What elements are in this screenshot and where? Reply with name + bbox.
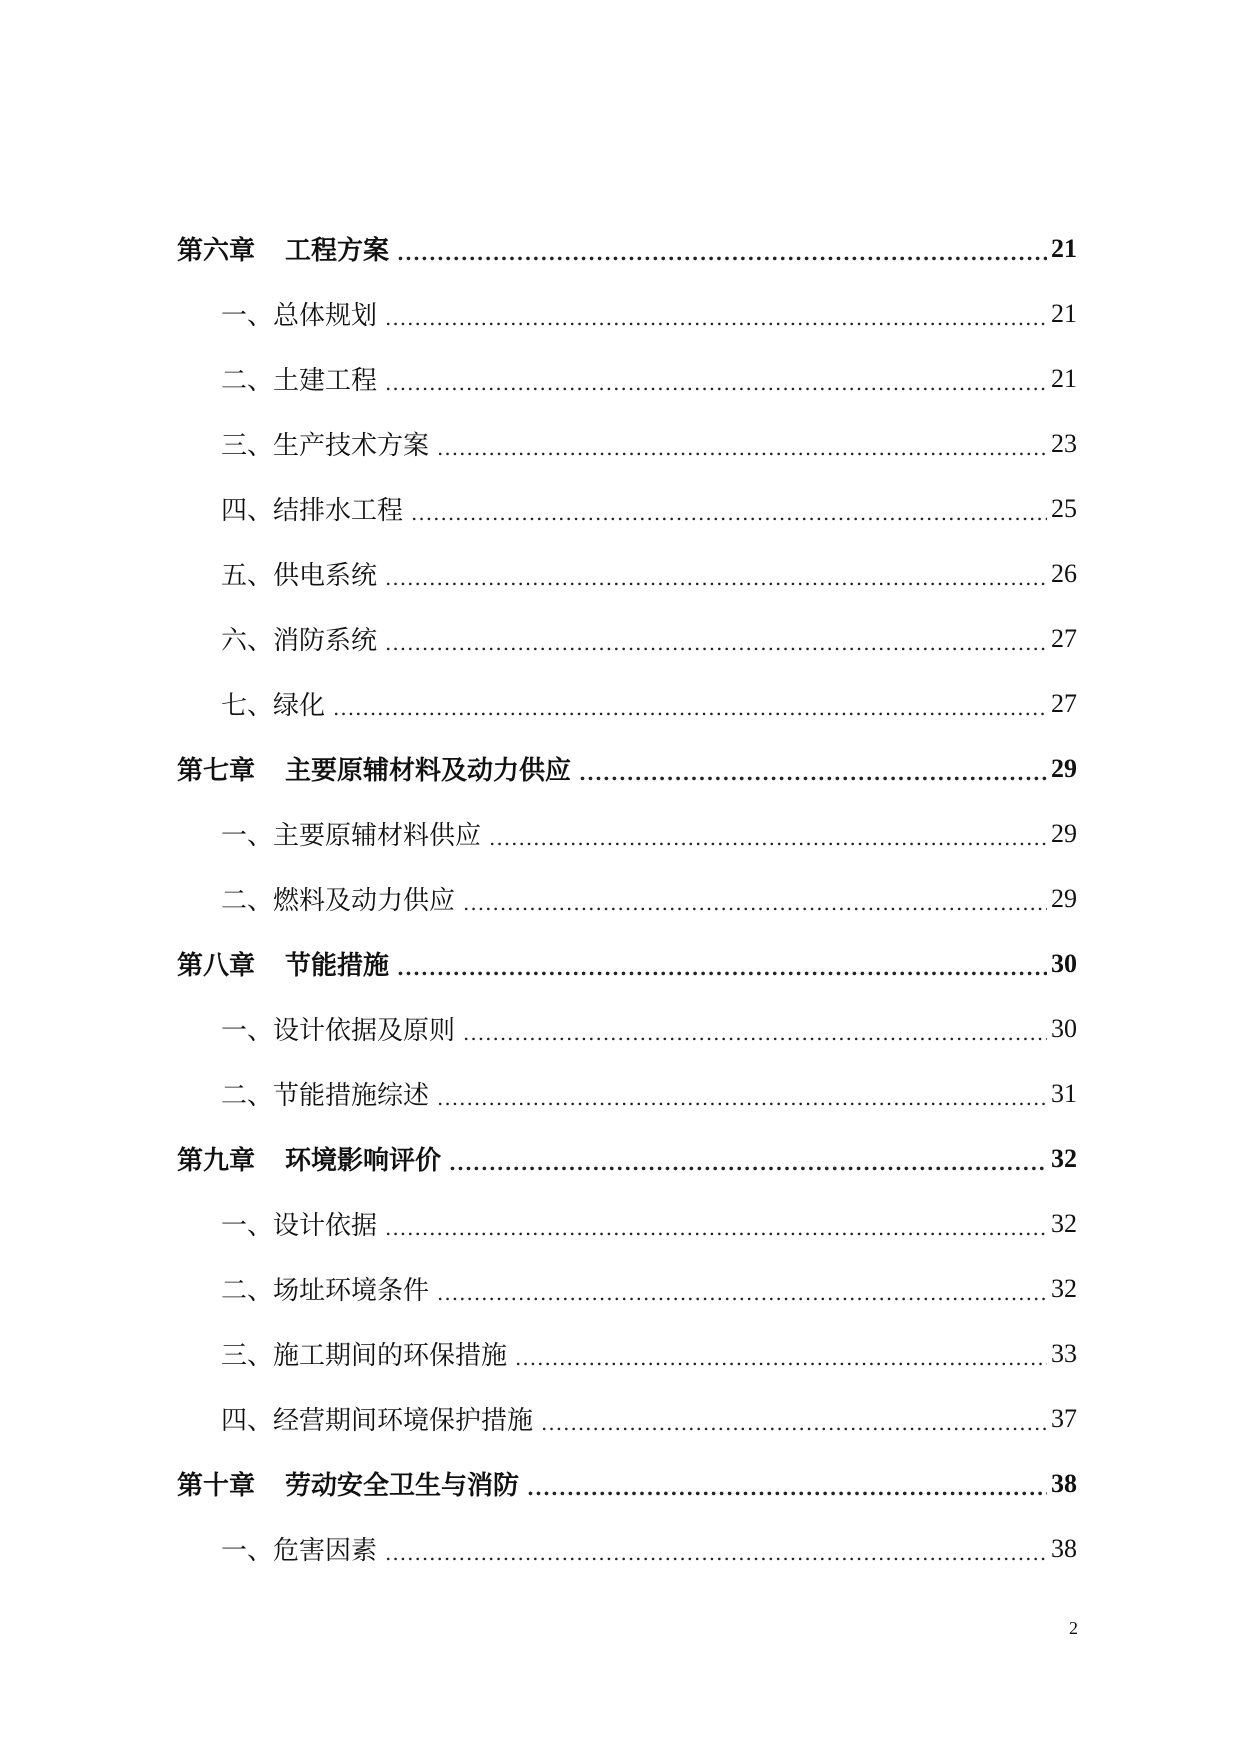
toc-chapter-entry[interactable] xyxy=(177,931,1077,996)
toc-entry-label xyxy=(221,1400,533,1437)
toc-entry-page: 38 xyxy=(1051,1468,1077,1498)
toc-entry-title: 绿化 xyxy=(273,691,326,721)
toc-entry-title: 供电系统 xyxy=(273,561,378,591)
toc-entry-page: 31 xyxy=(1051,1078,1077,1108)
toc-entry-number: 第八章 xyxy=(177,951,256,981)
toc-entry-label xyxy=(221,360,377,397)
dot-leader xyxy=(541,1411,1047,1435)
toc-section-entry[interactable] xyxy=(177,346,1077,411)
toc-section-entry[interactable] xyxy=(177,606,1077,671)
toc-entry-label xyxy=(221,620,377,657)
toc-section-entry[interactable] xyxy=(177,801,1077,866)
toc-entry-label xyxy=(221,815,481,852)
dot-leader xyxy=(437,1086,1047,1110)
toc-entry-title: 燃料及动力供应 xyxy=(273,886,456,916)
toc-entry-number: 第九章 xyxy=(177,1146,256,1176)
toc-entry-page: 27 xyxy=(1051,623,1077,653)
toc-entry-number: 四、 xyxy=(221,496,274,526)
toc-entry-number: 第十章 xyxy=(177,1471,256,1501)
toc-chapter-entry[interactable] xyxy=(177,1451,1077,1516)
toc-entry-page: 38 xyxy=(1051,1533,1077,1563)
toc-entry-page: 29 xyxy=(1051,883,1077,913)
toc-entry-label xyxy=(177,1140,441,1177)
toc-entry-page: 32 xyxy=(1051,1208,1077,1238)
dot-leader xyxy=(411,501,1047,525)
toc-section-entry[interactable] xyxy=(177,476,1077,541)
toc-entry-number: 一、 xyxy=(221,821,274,851)
toc-chapter-entry[interactable] xyxy=(177,736,1077,801)
toc-section-entry[interactable] xyxy=(177,671,1077,736)
toc-section-entry[interactable] xyxy=(177,996,1077,1061)
toc-entry-number: 一、 xyxy=(221,1536,274,1566)
toc-section-entry[interactable] xyxy=(177,411,1077,476)
toc-entry-title: 节能措施 xyxy=(285,951,390,981)
dot-leader xyxy=(437,1281,1047,1305)
toc-entry-number: 六、 xyxy=(221,626,274,656)
toc-entry-number: 四、 xyxy=(221,1406,274,1436)
toc-entry-page: 29 xyxy=(1051,753,1077,783)
toc-section-entry[interactable] xyxy=(177,541,1077,606)
toc-entry-number: 第七章 xyxy=(177,756,256,786)
toc-entry-label xyxy=(221,295,377,332)
toc-entry-title: 场址环境条件 xyxy=(273,1276,430,1306)
toc-entry-page: 33 xyxy=(1051,1338,1077,1368)
toc-entry-label xyxy=(221,1335,507,1372)
dot-leader xyxy=(579,761,1047,785)
toc-entry-page: 30 xyxy=(1051,948,1077,978)
toc-entry-number: 一、 xyxy=(221,301,274,331)
toc-entry-label xyxy=(221,685,325,722)
toc-entry-page: 23 xyxy=(1051,428,1077,458)
toc-entry-title: 施工期间的环保措施 xyxy=(273,1341,508,1371)
toc-entry-title: 危害因素 xyxy=(273,1536,378,1566)
toc-section-entry[interactable] xyxy=(177,1386,1077,1451)
dot-leader xyxy=(463,891,1047,915)
toc-chapter-entry[interactable] xyxy=(177,1126,1077,1191)
toc-section-entry[interactable] xyxy=(177,1256,1077,1321)
dot-leader xyxy=(385,566,1047,590)
dot-leader xyxy=(449,1151,1047,1175)
toc-entry-number: 一、 xyxy=(221,1016,274,1046)
toc-entry-label xyxy=(177,230,389,267)
toc-entry-page: 30 xyxy=(1051,1013,1077,1043)
toc-entry-title: 主要原辅材料及动力供应 xyxy=(285,756,572,786)
toc-entry-page: 21 xyxy=(1051,298,1077,328)
dot-leader xyxy=(397,956,1047,980)
toc-entry-title: 设计依据及原则 xyxy=(273,1016,456,1046)
toc-entry-title: 生产技术方案 xyxy=(273,431,430,461)
toc-entry-label xyxy=(221,1270,429,1307)
toc-entry-title: 设计依据 xyxy=(273,1211,378,1241)
toc-entry-title: 劳动安全卫生与消防 xyxy=(285,1471,520,1501)
toc-entry-title: 土建工程 xyxy=(273,366,378,396)
toc-entry-label xyxy=(177,750,571,787)
toc-entry-number: 七、 xyxy=(221,691,274,721)
toc-entry-label xyxy=(221,1530,377,1567)
toc-entry-label xyxy=(221,490,403,527)
dot-leader xyxy=(385,1216,1047,1240)
toc-entry-number: 第六章 xyxy=(177,236,256,266)
dot-leader xyxy=(489,826,1047,850)
dot-leader xyxy=(437,436,1047,460)
toc-entry-number: 三、 xyxy=(221,431,274,461)
toc-entry-title: 节能措施综述 xyxy=(273,1081,430,1111)
toc-entry-number: 三、 xyxy=(221,1341,274,1371)
toc-section-entry[interactable] xyxy=(177,1516,1077,1581)
dot-leader xyxy=(385,306,1047,330)
dot-leader xyxy=(385,631,1047,655)
toc-entry-title: 消防系统 xyxy=(273,626,378,656)
toc-entry-title: 环境影响评价 xyxy=(285,1146,442,1176)
toc-entry-page: 29 xyxy=(1051,818,1077,848)
toc-entry-label xyxy=(221,425,429,462)
dot-leader xyxy=(385,371,1047,395)
dot-leader xyxy=(397,241,1047,265)
toc-chapter-entry[interactable] xyxy=(177,216,1077,281)
dot-leader xyxy=(385,1541,1047,1565)
toc-entry-page: 26 xyxy=(1051,558,1077,588)
toc-entry-title: 主要原辅材料供应 xyxy=(273,821,482,851)
toc-section-entry[interactable] xyxy=(177,1321,1077,1386)
toc-entry-title: 总体规划 xyxy=(273,301,378,331)
toc-entry-title: 结排水工程 xyxy=(273,496,404,526)
toc-entry-page: 32 xyxy=(1051,1273,1077,1303)
toc-section-entry[interactable] xyxy=(177,866,1077,931)
table-of-contents xyxy=(177,216,1077,1581)
toc-section-entry[interactable] xyxy=(177,1191,1077,1256)
page-number: 2 xyxy=(1069,1618,1078,1638)
toc-entry-page: 37 xyxy=(1051,1403,1077,1433)
dot-leader xyxy=(333,696,1047,720)
toc-entry-page: 32 xyxy=(1051,1143,1077,1173)
toc-entry-page: 25 xyxy=(1051,493,1077,523)
toc-entry-title: 经营期间环境保护措施 xyxy=(273,1406,534,1436)
dot-leader xyxy=(527,1476,1047,1500)
toc-entry-number: 一、 xyxy=(221,1211,274,1241)
dot-leader xyxy=(515,1346,1047,1370)
toc-entry-label xyxy=(221,1010,455,1047)
toc-entry-number: 二、 xyxy=(221,886,274,916)
toc-entry-number: 二、 xyxy=(221,1276,274,1306)
toc-entry-title: 工程方案 xyxy=(285,236,390,266)
toc-entry-page: 21 xyxy=(1051,363,1077,393)
toc-section-entry[interactable] xyxy=(177,1061,1077,1126)
toc-entry-number: 二、 xyxy=(221,366,274,396)
toc-entry-page: 27 xyxy=(1051,688,1077,718)
toc-entry-number: 五、 xyxy=(221,561,274,591)
toc-entry-label xyxy=(221,555,377,592)
toc-section-entry[interactable] xyxy=(177,281,1077,346)
toc-entry-label xyxy=(221,880,455,917)
toc-entry-label xyxy=(177,945,389,982)
toc-entry-label xyxy=(221,1205,377,1242)
toc-entry-label xyxy=(221,1075,429,1112)
toc-entry-number: 二、 xyxy=(221,1081,274,1111)
dot-leader xyxy=(463,1021,1047,1045)
toc-entry-page: 21 xyxy=(1051,233,1077,263)
toc-entry-label xyxy=(177,1465,519,1502)
